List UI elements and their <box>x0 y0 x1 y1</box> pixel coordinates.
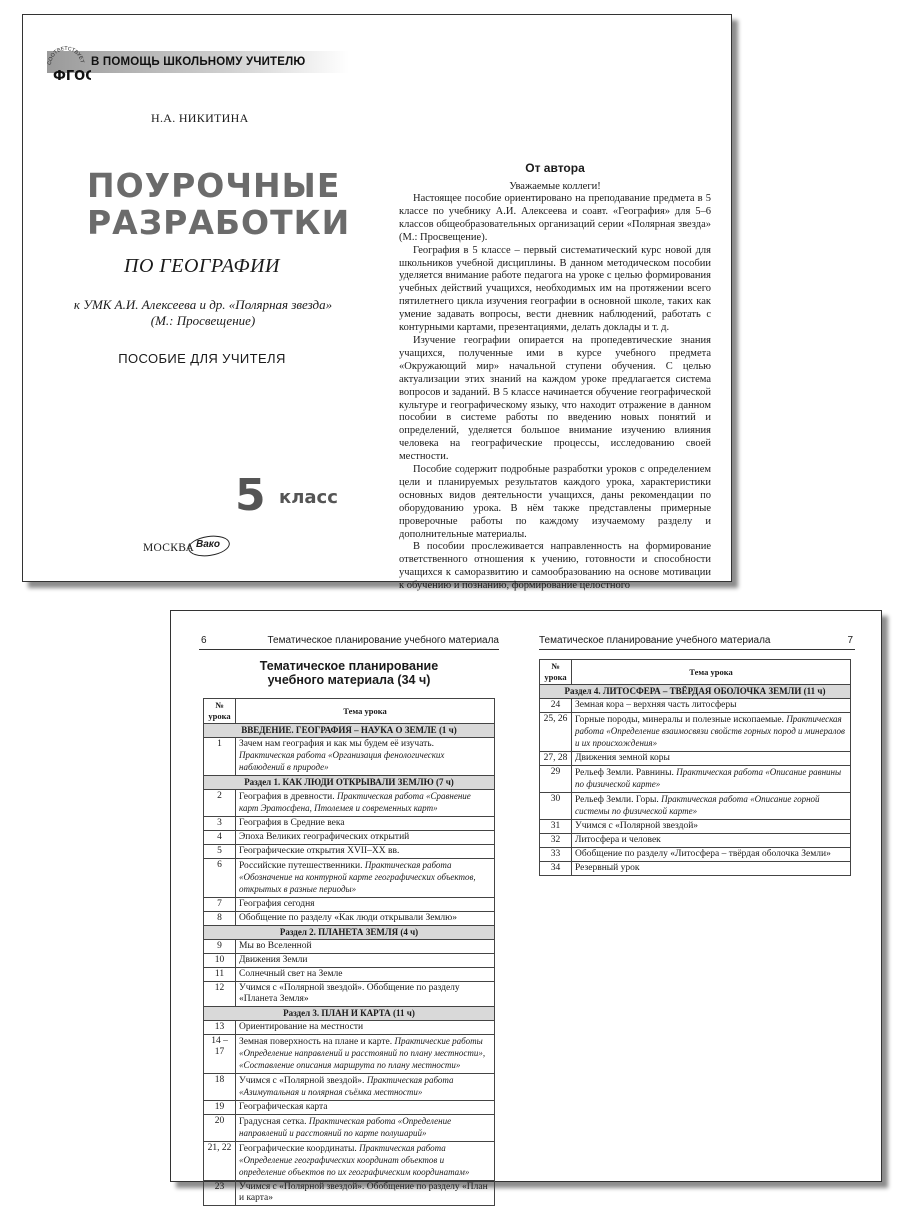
right-page <box>539 611 855 1181</box>
grade-number: 5 <box>235 470 266 521</box>
lesson-topic-cell <box>236 982 495 1007</box>
running-head-right <box>539 635 855 650</box>
lesson-row <box>204 817 495 831</box>
lesson-topic: География в древности. <box>239 792 335 802</box>
lesson-number: 7 <box>204 898 236 912</box>
lesson-topic-cell <box>236 968 495 982</box>
preface <box>399 161 711 593</box>
lesson-row <box>204 968 495 982</box>
lesson-plan-table-left <box>203 698 495 1206</box>
lesson-topic: Мы во Вселенной <box>239 941 312 951</box>
section-row <box>204 776 495 790</box>
lesson-row <box>540 820 851 834</box>
lesson-topic-cell <box>236 790 495 817</box>
lesson-topic: Географические открытия XVII–XX вв. <box>239 846 400 856</box>
lesson-number: 5 <box>204 845 236 859</box>
page-number-right: 7 <box>847 635 853 646</box>
lesson-number: 13 <box>204 1021 236 1035</box>
lesson-topic-cell <box>572 862 851 876</box>
lesson-topic-cell <box>236 912 495 926</box>
publisher-name: Вако <box>196 539 220 550</box>
title-line-2: РАЗРАБОТКИ <box>87 203 351 242</box>
lesson-row <box>204 898 495 912</box>
lesson-topic-cell <box>236 817 495 831</box>
lesson-number: 10 <box>204 954 236 968</box>
lesson-number: 14 – 17 <box>204 1035 236 1074</box>
plan-title <box>259 659 439 687</box>
lesson-number: 8 <box>204 912 236 926</box>
lesson-row <box>540 766 851 793</box>
practical-work: Практическая работа «Обозначение на контурной карте географических объектов, открытых в разные периоды» <box>239 860 476 894</box>
col-header-topic: Тема урока <box>572 660 851 685</box>
practical-work: Практическая работа «Определение взаимосвязи свойств горных пород и минералов и их происхождения» <box>575 714 845 748</box>
umk-note <box>53 297 353 329</box>
practical-work: Практическая работа «Определение географических координат объектов и определение объектов по их географическим координатам» <box>239 1143 470 1177</box>
plan-spread <box>170 610 882 1203</box>
lesson-number: 30 <box>540 793 572 820</box>
lesson-topic: Земная кора – верхняя часть литосферы <box>575 700 737 710</box>
lesson-topic: Резервный урок <box>575 863 640 873</box>
lesson-topic: Географическая карта <box>239 1102 328 1112</box>
lesson-number: 9 <box>204 940 236 954</box>
lesson-row <box>204 790 495 817</box>
lesson-row <box>540 848 851 862</box>
lesson-topic-cell <box>572 848 851 862</box>
lesson-number: 11 <box>204 968 236 982</box>
lesson-row <box>204 831 495 845</box>
book-title <box>87 166 351 242</box>
lesson-number: 4 <box>204 831 236 845</box>
lesson-topic: Движения земной коры <box>575 753 670 763</box>
fgos-logo <box>43 43 91 83</box>
lesson-topic-cell <box>236 1142 495 1181</box>
lesson-topic-cell <box>236 845 495 859</box>
lesson-row <box>204 1101 495 1115</box>
lesson-topic: Градусная сетка. <box>239 1117 307 1127</box>
lesson-topic-cell <box>236 859 495 898</box>
lesson-topic-cell <box>236 954 495 968</box>
lesson-number: 31 <box>540 820 572 834</box>
lesson-topic: Географические координаты. <box>239 1144 357 1154</box>
lesson-number: 33 <box>540 848 572 862</box>
lesson-topic: Ориентирование на местности <box>239 1022 364 1032</box>
lesson-row <box>204 1021 495 1035</box>
preface-paragraph: Настоящее пособие ориентировано на преподавание предмета в 5 классе по учебнику А.И. Алексеева и соавт. «География» для 5–6 классов общеобразовательных организаций серии «Полярная звезда» (М.: Просвещение). <box>399 193 711 243</box>
lesson-topic: Зачем нам география и как мы будем её изучать. <box>239 739 435 749</box>
practical-work: Практическая работа «Сравнение карт Эратосфена, Птолемея и современных карт» <box>239 791 471 813</box>
lesson-topic-cell <box>236 1074 495 1101</box>
lesson-topic: География в Средние века <box>239 818 345 828</box>
lesson-topic-cell <box>572 820 851 834</box>
left-page <box>199 611 499 1203</box>
lesson-row <box>540 699 851 713</box>
lesson-number: 23 <box>204 1181 236 1206</box>
lesson-number: 2 <box>204 790 236 817</box>
lesson-row <box>540 793 851 820</box>
lesson-number: 19 <box>204 1101 236 1115</box>
lesson-topic-cell <box>572 713 851 752</box>
section-title: ВВЕДЕНИЕ. ГЕОГРАФИЯ – НАУКА О ЗЕМЛЕ (1 ч) <box>204 724 495 738</box>
running-head-text: Тематическое планирование учебного материала <box>267 635 499 646</box>
lesson-topic: Литосфера и человек <box>575 835 661 845</box>
practical-work: Практические работы «Определение направлений и расстояний по плану местности», «Составление описания маршрута по плану местности» <box>239 1036 486 1070</box>
plan-title-line-1: Тематическое планирование <box>259 659 439 673</box>
lesson-number: 18 <box>204 1074 236 1101</box>
lesson-number: 29 <box>540 766 572 793</box>
lesson-row <box>540 713 851 752</box>
lesson-row <box>204 1115 495 1142</box>
lesson-row <box>540 752 851 766</box>
lesson-topic-cell <box>236 1101 495 1115</box>
lesson-row <box>204 940 495 954</box>
lesson-row <box>204 954 495 968</box>
lesson-number: 21, 22 <box>204 1142 236 1181</box>
logo-text: ФГОС <box>53 69 91 83</box>
preface-title: От автора <box>525 161 585 175</box>
lesson-plan-table-right <box>539 659 851 876</box>
lesson-topic: Земная поверхность на плане и карте. <box>239 1037 393 1047</box>
lesson-row <box>540 834 851 848</box>
lesson-topic: Солнечный свет на Земле <box>239 969 343 979</box>
lesson-number: 6 <box>204 859 236 898</box>
cover-spread <box>22 14 732 592</box>
lesson-number: 27, 28 <box>540 752 572 766</box>
lesson-row <box>204 1181 495 1206</box>
preface-paragraph: В пособии прослеживается направленность на формирование ответственного отношения к учению, готовности и способности учащихся к саморазвитию и самообразованию на основе мотивации к обучению и познанию, формирование целостного <box>399 541 711 592</box>
grade-word: класс <box>279 487 338 508</box>
lesson-row <box>204 859 495 898</box>
umk-line-1: к УМК А.И. Алексеева и др. «Полярная звезда» <box>73 297 333 312</box>
lesson-number: 24 <box>540 699 572 713</box>
book-subtitle: ПО ГЕОГРАФИИ <box>124 255 280 277</box>
lesson-topic-cell <box>236 831 495 845</box>
lesson-topic: Рельеф Земли. Равнины. <box>575 768 674 778</box>
lesson-number: 32 <box>540 834 572 848</box>
practical-work: Практическая работа «Определение направлений и расстояний по карте полушарий» <box>239 1116 452 1138</box>
col-header-topic: Тема урока <box>236 699 495 724</box>
lesson-topic-cell <box>572 766 851 793</box>
lesson-topic-cell <box>572 793 851 820</box>
lesson-topic: Учимся с «Полярной звездой» <box>575 821 699 831</box>
section-row <box>204 926 495 940</box>
author-name: Н.А. НИКИТИНА <box>151 111 249 125</box>
lesson-row <box>204 845 495 859</box>
lesson-topic-cell <box>236 1115 495 1142</box>
lesson-topic: География сегодня <box>239 899 315 909</box>
lesson-topic: Движения Земли <box>239 955 308 965</box>
lesson-topic: Обобщение по разделу «Литосфера – твёрдая оболочка Земли» <box>575 849 831 859</box>
section-title: Раздел 2. ПЛАНЕТА ЗЕМЛЯ (4 ч) <box>204 926 495 940</box>
col-header-number: № урока <box>540 660 572 685</box>
preface-greeting: Уважаемые коллеги! <box>509 181 601 192</box>
practical-work: Практическая работа «Описание равнины по физической карте» <box>575 767 842 789</box>
lesson-topic: Учимся с «Полярной звездой». <box>239 1076 365 1086</box>
practical-work: Практическая работа «Описание горной системы по физической карте» <box>575 794 820 816</box>
lesson-number: 12 <box>204 982 236 1007</box>
lesson-topic: Российские путешественники. <box>239 861 363 871</box>
section-row <box>204 1007 495 1021</box>
lesson-topic-cell <box>236 898 495 912</box>
section-row <box>540 685 851 699</box>
city-label: МОСКВА <box>143 542 195 554</box>
manual-label: ПОСОБИЕ ДЛЯ УЧИТЕЛЯ <box>118 351 286 366</box>
page-number-left: 6 <box>201 635 207 646</box>
svg-text:СООТВЕТСТВУЕТ <box>47 46 85 65</box>
lesson-row <box>540 862 851 876</box>
running-head-text: Тематическое планирование учебного материала <box>539 635 771 646</box>
lesson-row <box>204 912 495 926</box>
lesson-topic: Рельеф Земли. Горы. <box>575 795 659 805</box>
publisher-logo <box>188 536 230 556</box>
section-title: Раздел 3. ПЛАН И КАРТА (11 ч) <box>204 1007 495 1021</box>
lesson-topic-cell <box>236 1181 495 1206</box>
lesson-number: 3 <box>204 817 236 831</box>
lesson-row <box>204 738 495 776</box>
lesson-topic: Горные породы, минералы и полезные ископаемые. <box>575 715 784 725</box>
lesson-number: 34 <box>540 862 572 876</box>
lesson-topic: Эпоха Великих географических открытий <box>239 832 410 842</box>
title-line-1: ПОУРОЧНЫЕ <box>87 166 341 205</box>
preface-paragraph: География в 5 классе – первый систематический курс новой для школьников учебной дисциплины. В данном методическом пособии уделяется внимание работе педагога на уроке с целью формирования учебных действий учащихся, необходимых им на протяжении всего пятилетнего цикла изучения географии в основной школе, таких как умение задавать вопросы, вести дневник наблюдений, работать с контурными картами, презентациями, делать доклады и т. д. <box>399 244 711 334</box>
lesson-topic-cell <box>572 752 851 766</box>
lesson-topic-cell <box>236 940 495 954</box>
col-header-number: № урока <box>204 699 236 724</box>
lesson-topic: Учимся с «Полярной звездой». Обобщение по разделу «План и карта» <box>239 1182 488 1203</box>
lesson-topic: Учимся с «Полярной звездой». Обобщение по разделу «Планета Земля» <box>239 983 460 1004</box>
lesson-row <box>204 1142 495 1181</box>
lesson-topic-cell <box>572 699 851 713</box>
lesson-topic-cell <box>236 738 495 776</box>
lesson-topic-cell <box>236 1035 495 1074</box>
lesson-topic: Обобщение по разделу «Как люди открывали Землю» <box>239 913 458 923</box>
section-title: Раздел 4. ЛИТОСФЕРА – ТВЁРДАЯ ОБОЛОЧКА ЗЕМЛИ (11 ч) <box>540 685 851 699</box>
preface-paragraph: Изучение географии опирается на пропедевтические знания учащихся, полученные ими в курсе учебного предмета «Окружающий мир» начальной ступени обучения. С целью актуализации этих знаний на каждом уроке предлагается система вопросов и заданий. В 5 классе начинается обучение географической культуре и географическому языку, что находит отражение в данном пособии в системе работы по введению новых понятий и определений, уделяется большое внимание изучению влияния человека на географические процессы, исследованию своей местности. <box>399 334 711 463</box>
section-title: Раздел 1. КАК ЛЮДИ ОТКРЫВАЛИ ЗЕМЛЮ (7 ч) <box>204 776 495 790</box>
umk-line-2: (М.: Просвещение) <box>150 313 256 328</box>
preface-paragraph: Пособие содержит подробные разработки уроков с определением цели и планируемых результатов каждого урока, характеристики основных видов деятельности учащихся, даны рекомендации по оборудованию урока. В нём также представлены примерные проверочные работы по каждому изучаемому разделу и дополнительные материалы. <box>399 464 711 540</box>
lesson-number: 25, 26 <box>540 713 572 752</box>
lesson-topic-cell <box>236 1021 495 1035</box>
series-label: В ПОМОЩЬ ШКОЛЬНОМУ УЧИТЕЛЮ <box>91 56 306 68</box>
lesson-number: 20 <box>204 1115 236 1142</box>
plan-title-line-2: учебного материала (34 ч) <box>267 673 431 687</box>
section-row <box>204 724 495 738</box>
lesson-topic-cell <box>572 834 851 848</box>
lesson-row <box>204 982 495 1007</box>
lesson-number: 1 <box>204 738 236 776</box>
lesson-row <box>204 1035 495 1074</box>
lesson-row <box>204 1074 495 1101</box>
practical-work: Практическая работа «Организация фенологических наблюдений в природе» <box>239 750 445 772</box>
practical-work: Практическая работа «Азимутальная и полярная съёмка местности» <box>239 1075 454 1097</box>
logo-arc-text: СООТВЕТСТВУЕТ <box>46 45 85 66</box>
running-head-left <box>199 635 499 650</box>
